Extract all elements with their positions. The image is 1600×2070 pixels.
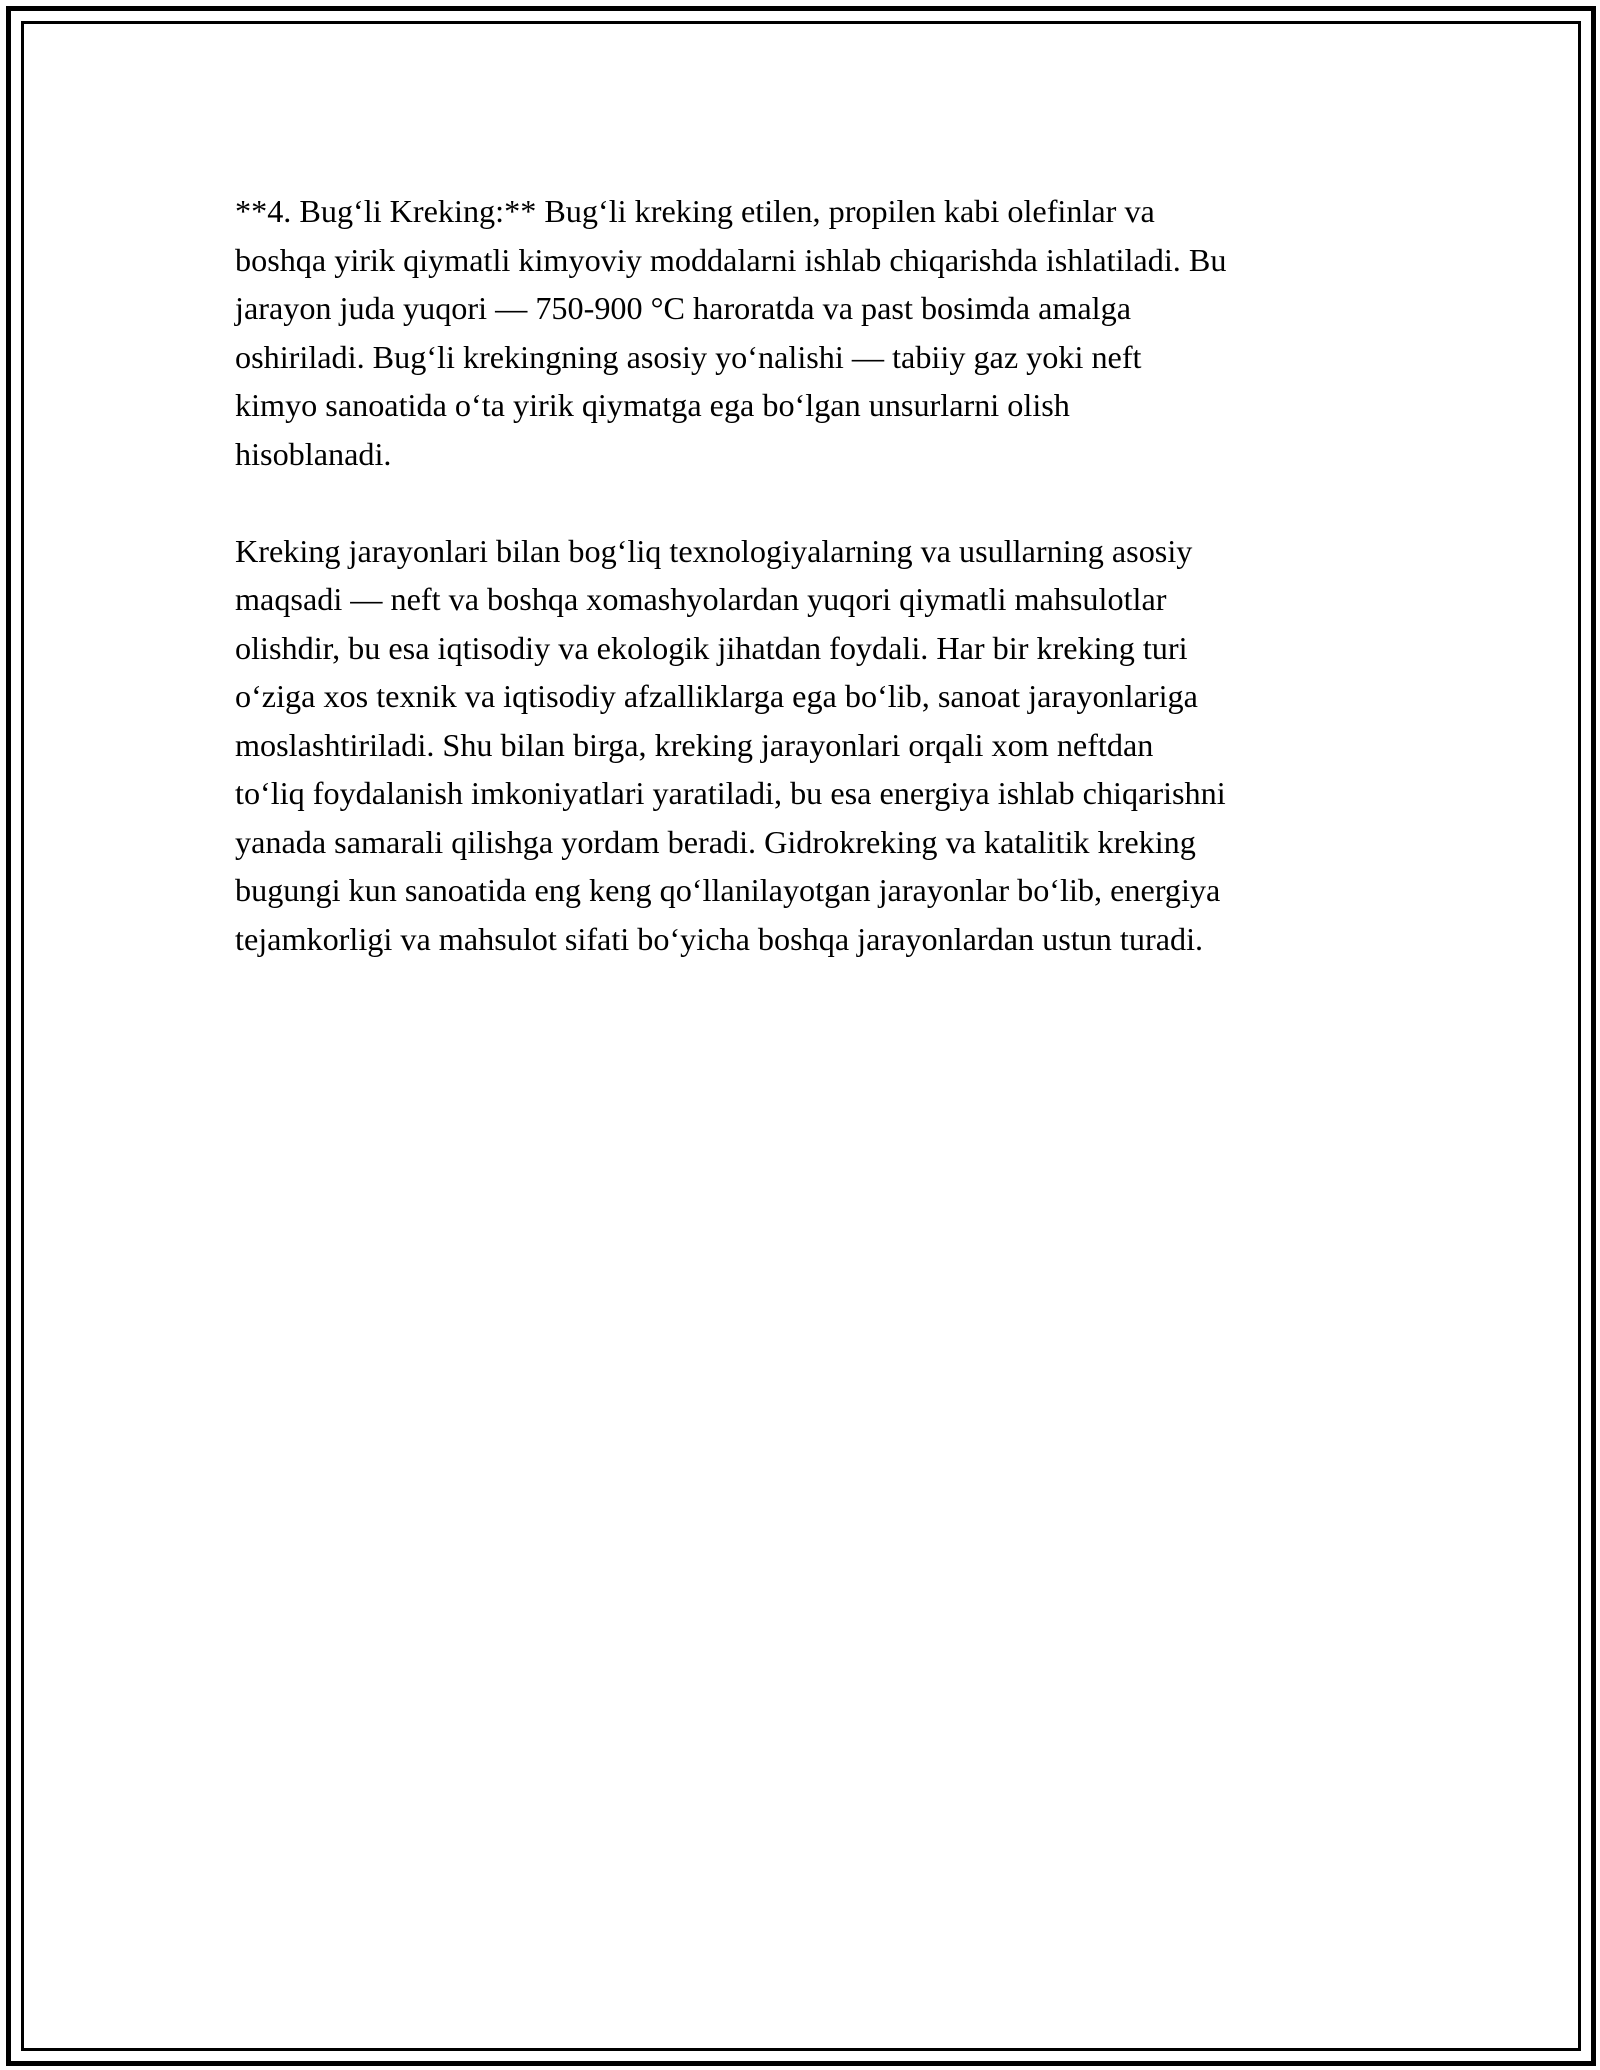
text-line: to‘liq foydalanish imkoniyatlari yaratiladi, bu esa energiya ishlab chiqarishni bbox=[235, 775, 1226, 811]
text-line: hisoblanadi. bbox=[235, 435, 392, 472]
text-line: moslashtiriladi. Shu bilan birga, kreking jarayonlari orqali xom neftdan bbox=[235, 726, 1154, 763]
text-line: olishdir, bu esa iqtisodiy va ekologik jihatdan foydali. Har bir kreking turi bbox=[235, 629, 1188, 666]
text-line: maqsadi — neft va boshqa xomashyolardan yuqori qiymatli mahsulotlar bbox=[235, 581, 1167, 617]
text-line: oshiriladi. Bug‘li krekingning asosiy yo‘nalishi — tabiiy gaz yoki neft bbox=[235, 338, 1142, 375]
text-line: tejamkorligi va mahsulot sifati bo‘yicha boshqa jarayonlardan ustun turadi. bbox=[235, 920, 1204, 957]
text-line: bugungi kun sanoatida eng keng qo‘llanilayotgan jarayonlar bo‘lib, energiya bbox=[235, 872, 1221, 908]
paragraph-cracking-summary bbox=[235, 527, 1375, 964]
text-line: Kreking jarayonlari bilan bog‘liq texnologiyalarning va usullarning asosiy bbox=[235, 532, 1193, 569]
text-line: o‘ziga xos texnik va iqtisodiy afzalliklarga ega bo‘lib, sanoat jarayonlariga bbox=[235, 678, 1198, 714]
text-line: kimyo sanoatida o‘ta yirik qiymatga ega bo‘lgan unsurlarni olish bbox=[235, 387, 1070, 423]
text-line: boshqa yirik qiymatli kimyoviy moddalarni ishlab chiqarishda ishlatiladi. Bu bbox=[235, 241, 1227, 278]
text-line: **4. Bug‘li Kreking:** Bug‘li kreking etilen, propilen kabi olefinlar va bbox=[235, 193, 1155, 229]
text-line: jarayon juda yuqori — 750-900 °C haroratda va past bosimda amalga bbox=[235, 290, 1132, 326]
document-body bbox=[235, 187, 1375, 963]
text-line: yanada samarali qilishga yordam beradi. Gidrokreking va katalitik kreking bbox=[235, 823, 1196, 860]
paragraph-steam-cracking bbox=[235, 187, 1375, 478]
